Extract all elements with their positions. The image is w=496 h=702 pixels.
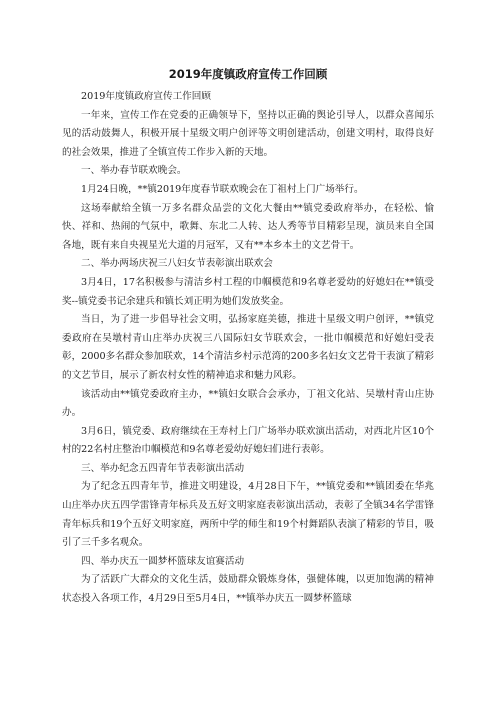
section-heading-4: 四、举办庆五一圆梦杯篮球友谊赛活动 <box>81 555 245 567</box>
paragraph: 为了活跃广大群众的文化生活，鼓励群众锻炼身体，强健体魄，以更加饱满的精神状态投入各项工作，4月29日至5月4日，**镇举办庆五一圆梦杯篮球 <box>62 574 434 605</box>
section-heading-3: 三、举办纪念五四青年节表彰演出活动 <box>81 462 245 474</box>
document-body <box>62 88 434 609</box>
paragraph: 1月24日晚，**镇2019年度春节联欢晚会在丁祖村上门广场举行。 <box>81 183 364 195</box>
paragraph-intro: 一年来，宣传工作在党委的正确领导下，坚持以正确的舆论引导人，以群众喜闻乐见的活动鼓舞人，积极开展十星级文明户创评等文明创建活动，创建文明村，取得良好的社会效果，推进了全镇宣传工作步入新的天地。 <box>62 109 434 158</box>
paragraph-subtitle: 2019年度镇政府宣传工作回顾 <box>81 91 211 102</box>
paragraph: 3月4日，17名积极参与清洁乡村工程的巾帼模范和9名尊老爱幼的好媳妇在**镇受奖--镇党委书记余建兵和镇长刘正明为她们发放奖金。 <box>62 276 434 307</box>
paragraph: 3月6日，镇党委、政府继续在王寿村上门广场举办联欢演出活动，对西北片区10个村的22名村庄整治巾帼模范和9名尊老爱幼好媳妇们进行表彰。 <box>62 425 434 456</box>
paragraph: 为了纪念五四青年节，推进文明建设，4月28日下午，**镇党委和**镇团委在华兆山庄举办庆五四学雷锋青年标兵及五好文明家庭表彰演出活动，表彰了全镇34名学雷锋青年标兵和19个五好文明家庭，两所中学的师生和19个村舞蹈队表演了精彩的节目，吸引了三千多名观众。 <box>62 481 434 549</box>
paragraph: 该活动由**镇党委政府主办，**镇妇女联合会承办，丁祖文化站、吴墩村青山庄协办。 <box>62 388 434 419</box>
paragraph: 当日，为了进一步倡导社会文明，弘扬家庭美德，推进十星级文明户创评，**镇党委政府在吴墩村青山庄举办庆祝三八国际妇女节联欢会，一批巾帼模范和好媳妇受表彰，2000多名群众参加联欢，14个清洁乡村示范湾的200多名妇女文艺骨干表演了精彩的文艺节目，展示了新农村女性的精神追求和魅力风彩。 <box>62 314 434 381</box>
document-title: 2019年度镇政府宣传工作回顾 <box>168 67 328 81</box>
paragraph: 这场奉献给全镇一万多名群众品尝的文化大餐由**镇党委政府举办，在轻松、愉快、祥和、热闹的气氛中，歌舞、东北二人转、达人秀等节目精彩呈现，演员来自全国各地，既有来自央视星光大道的月冠军，又有**本乡本土的文艺骨干。 <box>62 202 434 251</box>
section-heading-2: 二、举办两场庆祝三八妇女节表彰演出联欢会 <box>81 258 273 270</box>
section-heading-1: 一、举办春节联欢晚会。 <box>81 165 187 177</box>
